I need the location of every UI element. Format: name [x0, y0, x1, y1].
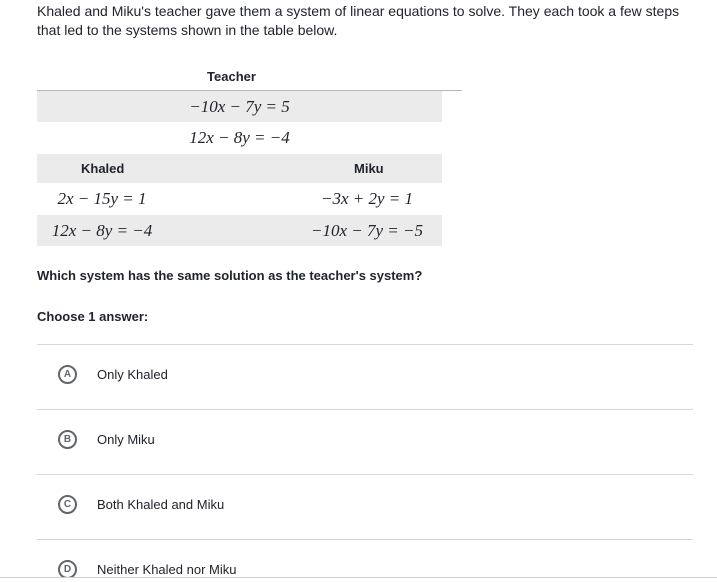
teacher-row-1 — [37, 91, 442, 122]
miku-header: Miku — [354, 161, 384, 176]
teacher-header — [37, 66, 462, 91]
answer-option-b[interactable] — [37, 410, 693, 474]
khaled-equation-1: 2x − 15y = 1 — [57, 189, 147, 208]
khaled-header: Khaled — [81, 161, 125, 176]
teacher-equation-2: 12x − 8y = −4 — [189, 128, 290, 147]
problem-intro: Khaled and Miku's teacher gave them a system of linear equations to solve. They each took a few steps that led to the systems shown in the table below. — [37, 3, 680, 38]
option-label-b: Only Miku — [97, 432, 155, 447]
miku-equation-1: −3x + 2y = 1 — [320, 189, 413, 208]
option-letter-a: A — [58, 365, 77, 384]
teacher-header-label: Teacher — [207, 69, 256, 84]
bottom-edge-line — [0, 577, 717, 578]
teacher-equation-1: −10x − 7y = 5 — [189, 97, 290, 116]
khaled-miku-row-2 — [37, 215, 442, 246]
teacher-row-2 — [37, 122, 442, 153]
answer-option-c[interactable] — [37, 475, 693, 539]
option-label-d: Neither Khaled nor Miku — [97, 562, 237, 577]
choose-label: Choose 1 answer: — [37, 309, 149, 324]
miku-equation-2: −10x − 7y = −5 — [311, 221, 423, 240]
khaled-equation-2: 12x − 8y = −4 — [51, 221, 153, 240]
khaled-miku-row-1 — [37, 183, 442, 214]
option-label-c: Both Khaled and Miku — [97, 497, 225, 512]
option-letter-d: D — [58, 560, 77, 577]
option-label-a: Only Khaled — [97, 367, 168, 382]
option-letter-c: C — [58, 495, 77, 514]
khaled-miku-header-row — [37, 154, 442, 183]
option-letter-b: B — [58, 430, 77, 449]
answer-option-d[interactable] — [37, 540, 693, 577]
answer-option-a[interactable] — [37, 345, 693, 409]
question-text: Which system has the same solution as the teacher's system? — [37, 268, 423, 283]
